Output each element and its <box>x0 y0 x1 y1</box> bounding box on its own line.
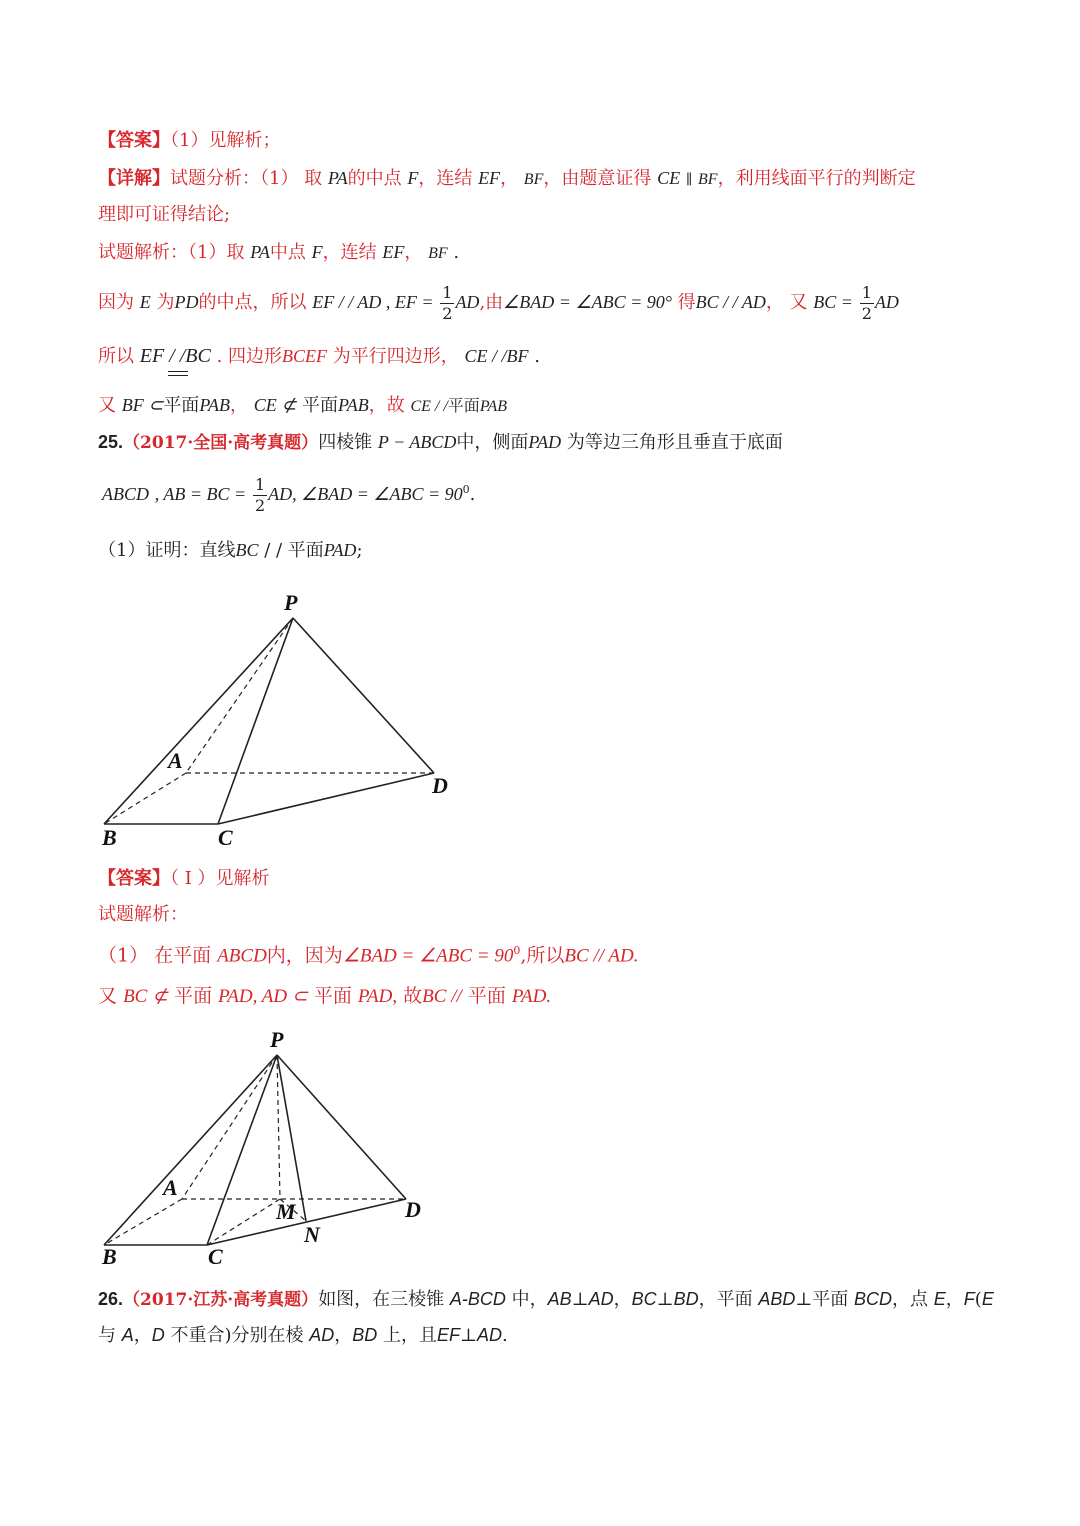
analysis-text: . <box>447 242 460 263</box>
plane-text: 平面 <box>447 396 480 415</box>
math-ad: AD <box>455 292 480 312</box>
edge-ab-hidden <box>104 773 186 824</box>
math-bcef: BCEF <box>282 346 328 366</box>
question-text: ， <box>133 1325 152 1346</box>
answer-25-line2 <box>98 987 551 1006</box>
analysis-text: ,由 <box>479 292 504 313</box>
question-text: （1）证明：直线 <box>98 540 236 561</box>
analysis-text: 得 <box>677 292 696 313</box>
plane-text: 平面 <box>313 985 352 1007</box>
math-p-abcd: P − ABCD <box>377 432 457 452</box>
perp-symbol: ⊥ <box>571 1289 589 1310</box>
label-a: A <box>168 748 183 773</box>
math-pad: PAD, <box>357 986 398 1007</box>
edge-pd <box>293 618 434 773</box>
answer-25-line <box>98 870 270 888</box>
edge-cd <box>218 773 434 824</box>
question-text: 中，侧面 <box>456 432 529 453</box>
math-bf-sub: BF ⊂ <box>121 395 164 415</box>
math-ad: AD <box>476 1325 502 1345</box>
question-25-part1 <box>98 541 363 560</box>
question-text: ，平面 <box>698 1289 753 1310</box>
math-a: A <box>121 1325 134 1345</box>
pyramid-figure-2 <box>0 1025 480 1275</box>
math-ad: AD <box>309 1325 335 1345</box>
parallel-symbol: ∥ <box>685 172 693 188</box>
plane-text: 平面 <box>302 395 339 416</box>
question-text: ， <box>945 1289 964 1310</box>
question-text: ; <box>356 540 363 561</box>
math-ce-par-bf: CE / /BF <box>464 346 529 366</box>
label-p: P <box>284 590 298 615</box>
math-pa: PA <box>327 168 348 188</box>
edge-pd <box>277 1055 406 1199</box>
question-text: 上，且 <box>383 1325 438 1346</box>
question-text: 与 <box>98 1325 116 1346</box>
analysis-text: ， 又 <box>765 292 808 313</box>
math-bf: BF <box>523 171 544 188</box>
detail-text: ，由题意证得 <box>543 168 652 189</box>
math-pad: PAD <box>323 540 357 560</box>
perp-symbol: ⊥ <box>795 1289 813 1310</box>
edge-ab-hidden <box>104 1199 182 1245</box>
analysis-24-line1 <box>98 243 459 262</box>
math-bcd: BCD <box>854 1289 893 1309</box>
question-text: ， <box>334 1325 353 1346</box>
math-abcd: ABCD <box>102 484 149 504</box>
analysis-24-line3 <box>98 346 540 366</box>
frac-num: 1 <box>861 282 872 302</box>
analysis-text: （1） 在平面 <box>98 944 212 967</box>
question-text: ， <box>613 1289 632 1310</box>
analysis-text: 为平行四边形， <box>332 346 459 367</box>
math-ef: EF <box>478 168 501 188</box>
math-d: D <box>151 1325 165 1345</box>
analysis-text: 所以 <box>98 346 134 367</box>
question-26-line1 <box>98 1290 994 1309</box>
math-angle: ∠BAD = ∠ABC = 90° <box>503 292 672 312</box>
analysis-text: . 四边形 <box>216 346 283 367</box>
edge-cm-hidden <box>207 1199 280 1245</box>
degree-sup: 0 <box>513 944 521 957</box>
question-text: ( <box>974 1289 982 1310</box>
detail-text: 试题分析：（1） 取 <box>170 168 323 189</box>
label-n: N <box>304 1222 320 1247</box>
math-bf: BF <box>698 171 718 188</box>
question-text: 不重合)分别在棱 <box>170 1325 304 1346</box>
question-25-line2 <box>102 470 475 515</box>
fraction-half <box>860 282 874 323</box>
question-text: 中， <box>511 1289 548 1310</box>
question-text: 如图，在三棱锥 <box>318 1289 445 1310</box>
math-angle: ∠BAD = ∠ABC = 90 <box>342 945 514 967</box>
math-bd: BD <box>673 1289 699 1309</box>
frac-num: 1 <box>442 282 453 302</box>
math-ad: AD <box>874 292 899 312</box>
detail-24-line2: 理即可证得结论; <box>98 204 231 225</box>
analysis-24-line4 <box>98 396 507 415</box>
question-text: 为等边三角形且垂直于底面 <box>566 432 783 453</box>
label-b: B <box>102 1244 117 1269</box>
frac-num: 1 <box>254 474 266 494</box>
math-bc: BC <box>631 1289 657 1309</box>
math-e: E <box>139 292 151 312</box>
edge-pa-hidden <box>186 618 293 773</box>
analysis-text: 又 <box>98 395 116 416</box>
answer-24-line <box>98 132 280 150</box>
analysis-text: ,所以 <box>520 944 565 967</box>
question-text: 四棱锥 <box>318 432 373 453</box>
analysis-text: 的中点，所以 <box>198 292 307 313</box>
math-abcd: ABCD <box>217 945 267 967</box>
label-c: C <box>218 825 233 850</box>
plane-text: 平面 <box>467 985 506 1007</box>
math-pab: PAB <box>338 395 369 415</box>
fraction-half <box>440 282 454 323</box>
analysis-text: 内，因为 <box>266 944 343 967</box>
analysis-text: ， <box>404 242 423 263</box>
math-pab: PAB <box>199 395 230 415</box>
question-source: （2017·全国·高考真题） <box>123 433 319 453</box>
math-f: F <box>963 1289 975 1309</box>
edge-pm-hidden <box>277 1055 280 1199</box>
math-ce-nsub: CE ⊄ <box>253 395 297 415</box>
math-a-bcd: A-BCD <box>449 1289 506 1309</box>
detail-text: 的中点 <box>347 168 402 189</box>
detail-text: ， <box>500 168 519 189</box>
math-bc: BC <box>235 540 259 560</box>
frac-den: 2 <box>861 303 872 323</box>
math-bc-par-ad: BC // AD. <box>564 945 639 967</box>
math-pad: PAD. <box>511 986 552 1007</box>
math-bc-par-ad: BC / / AD <box>695 292 766 312</box>
analysis-text: ，故 <box>368 395 405 416</box>
math-f: F <box>311 242 323 262</box>
math-bc-nsub: BC ⊄ <box>123 986 169 1007</box>
label-a: A <box>163 1175 178 1200</box>
answer-25-line1 <box>98 945 638 965</box>
analysis-text: 试题解析：（1）取 <box>98 242 245 263</box>
label-m: M <box>276 1199 296 1224</box>
question-text: / / 平面 <box>258 540 324 561</box>
analysis-text: 又 <box>98 985 118 1007</box>
plane-text: 平面 <box>163 395 200 416</box>
answer-text: （1）见解析； <box>170 130 281 151</box>
math-pad: PAD <box>528 432 562 452</box>
math-bc-par: BC // <box>422 986 462 1007</box>
analysis-24-line2 <box>98 282 899 323</box>
pyramid-figure-1 <box>0 580 480 860</box>
question-text: 平面 <box>812 1289 849 1310</box>
detail-text: ，利用线面平行的判断定 <box>717 168 916 189</box>
math-ad-angle: AD, ∠BAD = ∠ABC = 90 <box>268 484 463 504</box>
edge-pb <box>104 618 293 824</box>
question-26-line2 <box>98 1326 508 1345</box>
edge-pc <box>207 1055 277 1245</box>
math-e: E <box>933 1289 946 1309</box>
detail-text: ，连结 <box>418 168 473 189</box>
frac-den: 2 <box>442 303 453 323</box>
answer-tag: 【答案】 <box>98 130 170 151</box>
label-d: D <box>405 1197 421 1222</box>
perp-symbol: ⊥ <box>656 1289 674 1310</box>
math-ef: EF <box>382 242 405 262</box>
detail-24-line1 <box>98 169 916 188</box>
analysis-text: 为 <box>156 292 175 313</box>
math-ab-bc: , AB = BC = <box>154 484 247 504</box>
math-end: . <box>469 484 476 505</box>
answer-tag: 【答案】 <box>98 868 170 889</box>
math-ad: AD <box>588 1289 614 1309</box>
answer-text: （ I ）见解析 <box>170 868 270 889</box>
detail-tag: 【详解】 <box>98 168 170 189</box>
label-d: D <box>432 773 448 798</box>
math-pad-ad-sub: PAD, AD ⊂ <box>218 986 308 1007</box>
analysis-text: ，连结 <box>322 242 377 263</box>
fraction-half <box>253 474 267 515</box>
math-pd: PD <box>174 292 199 312</box>
analysis-text: 因为 <box>98 292 134 313</box>
answer-25-analysis: 试题解析： <box>98 904 188 925</box>
degree-sup: 0 <box>462 483 470 496</box>
plane-text: 平面 <box>174 985 213 1007</box>
question-number: 26. <box>98 1289 124 1309</box>
analysis-text: 中点 <box>269 242 306 263</box>
math-ef-par-ad: EF / / AD , EF = <box>312 292 434 312</box>
math-ef-eq-par-bc: EF / /BC <box>139 345 211 367</box>
analysis-text: ， <box>229 395 248 416</box>
math-e: E <box>981 1289 994 1309</box>
math-ab: AB <box>547 1289 572 1309</box>
math-bd: BD <box>352 1325 378 1345</box>
analysis-text: 故 <box>403 985 423 1007</box>
edge-pn <box>277 1055 306 1221</box>
analysis-text: . <box>528 346 540 367</box>
label-b: B <box>102 825 117 850</box>
perp-symbol: ⊥ <box>460 1325 477 1346</box>
math-abd: ABD <box>758 1289 796 1309</box>
edge-pa-hidden <box>182 1055 277 1199</box>
question-number: 25. <box>98 432 124 452</box>
edge-pb <box>104 1055 277 1245</box>
math-bf: BF <box>428 245 448 262</box>
question-text: ，点 <box>892 1289 929 1310</box>
math-ce-par: CE / / <box>410 398 448 415</box>
math-ce: CE <box>657 168 681 188</box>
math-ef: EF <box>437 1325 461 1345</box>
question-text: . <box>501 1325 508 1346</box>
frac-den: 2 <box>254 495 266 515</box>
label-c: C <box>208 1244 223 1269</box>
math-f: F <box>407 168 419 188</box>
question-25-line1 <box>98 433 783 452</box>
math-pab: PAB <box>479 398 508 415</box>
math-bc-eq: BC = <box>813 292 853 312</box>
question-source: （2017·江苏·高考真题） <box>123 1290 319 1310</box>
edge-pc <box>218 618 293 824</box>
label-p: P <box>270 1027 284 1052</box>
math-pa: PA <box>250 242 270 262</box>
